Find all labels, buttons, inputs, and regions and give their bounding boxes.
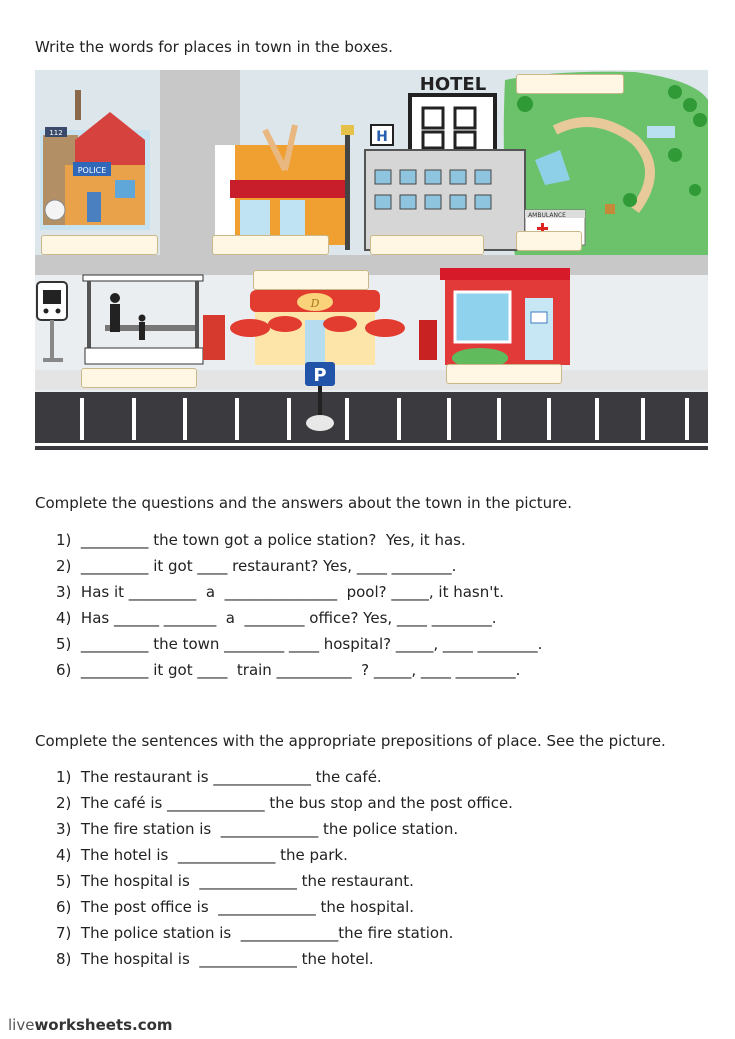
section2-instruction: Complete the questions and the answers about the town in the picture. [35, 494, 572, 512]
sentence-item[interactable]: 4) The hotel is _____________ the park. [56, 846, 348, 864]
answer-box-post-office[interactable] [446, 364, 562, 384]
section1-instruction: Write the words for places in town in the boxes. [35, 38, 393, 56]
cafe-logo: D [310, 297, 320, 310]
hotel-sign: HOTEL [419, 74, 487, 95]
sentence-item[interactable]: 5) The hospital is _____________ the restaurant. [56, 872, 414, 890]
answer-input-bus-stop[interactable] [82, 371, 196, 389]
town-illustration [35, 70, 708, 450]
answer-box-park[interactable] [516, 74, 624, 94]
answer-input-police-station[interactable] [42, 238, 157, 256]
answer-input-hospital[interactable] [517, 234, 581, 252]
post-office [440, 268, 570, 368]
question-item[interactable]: 6) _________ it got ____ train __________ ? _____, ____ ________. [56, 661, 521, 679]
answer-input-post-office[interactable] [447, 367, 561, 385]
town-picture [35, 70, 708, 450]
sentence-item[interactable]: 8) The hospital is _____________ the hotel. [56, 950, 374, 968]
question-item[interactable]: 4) Has ______ _______ a ________ office? Yes, ____ ________. [56, 609, 497, 627]
sentence-item[interactable]: 2) The café is _____________ the bus stop and the post office. [56, 794, 513, 812]
answer-input-hotel[interactable] [371, 238, 483, 256]
emergency-number: 112 [49, 129, 63, 137]
answer-input-park[interactable] [517, 77, 623, 95]
answer-box-hotel[interactable] [370, 235, 484, 255]
question-item[interactable]: 5) _________ the town ________ ____ hospital? _____, ____ ________. [56, 635, 543, 653]
answer-box-police-station[interactable] [41, 235, 158, 255]
sentence-item[interactable]: 7) The police station is _____________the fire station. [56, 924, 454, 942]
preposition-list [56, 764, 513, 972]
ambulance-label: AMBULANCE [528, 212, 566, 219]
answer-box-cafe[interactable] [253, 270, 369, 290]
question-item[interactable]: 2) _________ it got ____ restaurant? Yes, ____ ________. [56, 557, 457, 575]
sentence-item[interactable]: 6) The post office is _____________ the hospital. [56, 898, 415, 916]
answer-input-cafe[interactable] [254, 273, 368, 291]
logo-bold: worksheets.com [34, 1016, 173, 1034]
question-item[interactable]: 3) Has it _________ a _______________ pool? _____, it hasn't. [56, 583, 505, 601]
answer-input-restaurant[interactable] [213, 238, 328, 256]
sentence-item[interactable]: 3) The fire station is _____________ the police station. [56, 820, 459, 838]
liveworksheets-logo[interactable] [8, 1016, 173, 1034]
police-sign: POLICE [77, 166, 107, 175]
answer-box-bus-stop[interactable] [81, 368, 197, 388]
question-item[interactable]: 1) _________ the town got a police station? Yes, it has. [56, 531, 466, 549]
logo-light: live [8, 1016, 35, 1034]
answer-box-hospital[interactable] [516, 231, 582, 251]
hotel-h-sign: H [376, 129, 388, 145]
question-list [56, 527, 542, 683]
sentence-item[interactable]: 1) The restaurant is _____________ the café. [56, 768, 382, 786]
svg-text:P: P [313, 365, 327, 386]
section3-instruction: Complete the sentences with the appropriate prepositions of place. See the picture. [35, 732, 666, 750]
answer-box-restaurant[interactable] [212, 235, 329, 255]
